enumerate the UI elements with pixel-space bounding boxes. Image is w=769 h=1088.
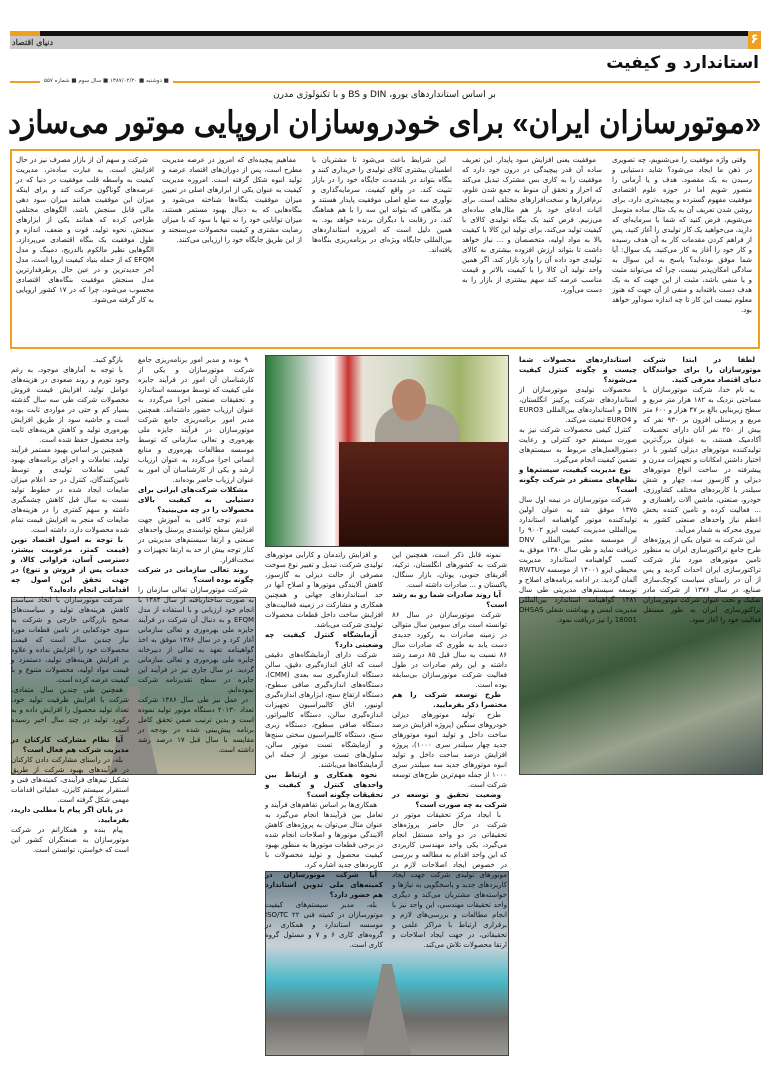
interview-answer: شرکت موتورسازان در سال ۸۶ توانسته است برای سومین سال متوالی در زمینه صادرات به رکورد جدیدی دست یابد به طوری که صادرات سال ۸۶ نسبت به سال قبل ۸۵ درصد رشد داشته و این رقم صادرات در طول فعالیت شرکت موتورسازان بی‌سابقه بوده است. xyxy=(392,611,507,689)
interview-answer: شرکت موتورسازان با اتخاذ سیاست کاهش هزینه‌های تولید و سیاست‌های صحیح بازرگانی خارجی و شرکت به سوی خودکفایی در تامین قطعات مورد نیاز چندین سال است که قیمت محصولات خود را افزایش نداده و علاوه بر افزایش هزینه‌های تولید، دستمزد و قیمت مواد اولیه، محصولات متنوع و با کیفیت عرضه کرده است. xyxy=(11,596,129,684)
interview-answer: عدم توجه کافی به آموزش جهت افزایش سطح توانمندی پرسنل واحدهای صنعتی و ارتقا سیستم‌های مدیریتی در کنار توجه بیش از حد به ارتقا تجهیزات و سخت‌افزار. xyxy=(138,516,254,564)
interview-question: آیا نظام مشارکت کارکنان در مدیریت شرکت هم فعال است؟ xyxy=(11,736,129,754)
podium xyxy=(339,442,508,547)
interview-question: مشکلات شرکت‌های ایرانی برای دستیابی به کیفیت بالای محصولات را در چه می‌بینید؟ xyxy=(138,486,254,514)
article-column xyxy=(11,355,129,854)
interview-answer: محصولات تولیدی موتورسازان از استانداردهای شرکت پرکینز انگلستان، DIN و استانداردهای بین‌المللی EURO3 و EURO4 تبعیت می‌کند. xyxy=(519,386,637,424)
intro-column xyxy=(162,155,302,343)
intro-paragraph: شرکت و سهم آن از بازار مصرف نیز در حال افزایش است. به عبارت ساده‌تر، مدیریت کیفیت به واسطه قلب موفقیت در دنیا که در عرصه‌های گوناگون حرکت کند و برای اینکه میزان این موفقیت همانند میزان سود دهی مالی قابل سنجش باشد، الگوهای مختلفی طراحی کرده که همانند یکی از ابزارهای سنجش، نحوه تولید، قوت و ضعف، اندازه و طول موفقیت یک بنگاه اقتصادی می‌پردازد. الگوهایی نظیر مالکوم بالدریج، دمینگ و مدل EFQM که از جمله بنیاد کیفیت اروپا است، مدل آخر جدیدترین و در عین حال پرطرفدارترین مدل سنجش موفقیت بنگاه‌های اقتصادی محسوب می‌شود، چرا که در ۱۷ کشور اروپایی به کار گرفته می‌شود. xyxy=(16,156,154,304)
interview-question: وضعیت تحقیق و توسعه در شرکت به چه صورت است؟ xyxy=(392,791,507,809)
interview-answer: ۹ بوده و مدیر امور برنامه‌ریزی جامع شرکت موتورسازان و یکی از کارشناسان آن امور در فرآیند جایزه ملی کیفیت که توسط موسسه استاندارد و تحقیقات صنعتی اجرا می‌گردد به عنوان ارزیاب حضور داشته‌اند. همچنین مدیر امور برنامه‌ریزی جامع شرکت موتورسازان در فرآیند جایزه ملی بهره‌وری و تعالی سازمانی که توسط موسسه مطالعات بهره‌وری و منابع انسانی اجرا می‌گردد به عنوان ارزیاب ارشد و یکی از کارشناسان آن امور به عنوان ارزیاب حاضر بوده‌اند. xyxy=(138,356,254,484)
interview-answer: شرکت موتورسازان تعالی سازمان را به صورت ساختاریافته از سال ۱۳۸۴ با انجام خود ارزیابی و با استفاده از مدل EFQM و به دنبال آن شرکت در فرآیند جایزه ملی بهره‌وری و تعالی سازمانی آغاز کرد و در سال ۱۳۸۶ موفق به اخذ گواهینامه تعهد به تعالی از دبیرخانه جایزه ملی بهره‌وری و تعالی سازمانی گردید. در سال جاری نیز در فرآیند این جایزه در سطح تقدیرنامه شرکت نموده‌ایم. xyxy=(138,586,254,694)
article-column xyxy=(138,355,254,754)
interview-answer: طرح تولید موتورهای دیزلی خودروهای سنگین (پروژه افزایش درصد ساخت داخل و تولید انبوه موتورهای جدید چهار سیلندر سری ۱۰۰۰)، پروژه افزایش درصد ساخت داخل و تولید انبوه موتورهای جدید سه سیلندر سری ۱۰۰۰ از جمله مهم‌ترین طرح‌های توسعه شرکت است. xyxy=(392,711,507,789)
article-column xyxy=(138,780,254,1055)
interview-question: روند تعالی سازمانی در شرکت چگونه بوده است؟ xyxy=(138,566,254,584)
page-number: ۶ xyxy=(748,31,761,49)
headline-container xyxy=(8,104,761,144)
interview-answer: همچنین طی چندین سال متمادی، شرکت با افزایش ظرفیت تولید خود، تعداد تولید محصول را افزایش داده و به رکورد تولید در چند سال اخیر رسیده است. xyxy=(11,686,129,734)
interview-question: نحوه همکاری و ارتباط بین واحدهای کنترل و کیفیت و تحقیقات چگونه است؟ xyxy=(265,771,383,799)
interview-question: طرح توسعه شرکت را هم مختصرا ذکر بفرمایید. xyxy=(392,691,507,709)
speaker-photo xyxy=(265,355,509,547)
interview-answer: بله، مدیر سیستم‌های کیفیت موتورسازان در کمیته فنی ۲۲ ISO/TC موسسه استاندارد و همکاری در گروه‌های کاری ۶ و ۷ و مسئول گروه کاری است. xyxy=(265,901,383,949)
intro-paragraph: موفقیت یعنی افزایش سود پایدار. این تعریف ساده آن قدر پیچیدگی در درون خود دارد که موفقیت را به کاری بس مشترک تبدیل می‌کند که احراز و تحقق آن منوط به جمع شدن علوم، نرم‌افزارها و سخت‌افزارهای مختلف است. برای اثبات ادعای خود باز هم مثال‌های ساده‌ای می‌زنیم. فرض کنید یک بنگاه تولیدی کالای با کیفیت تولید می‌کند، برای تولید این کالا با کیفیت بالا به مواد اولیه، متخصصان و ... نیاز خواهد داشت تا بتواند ارزش افزوده بیشتری به کالای تولیدی خود داده آن را وارد بازار کند. اگر همین واحد تولید آن کالا را با کیفیت بالاتر و قیمت مناسب عرضه کند سهم بیشتری از بازار را به دست می‌آورد. xyxy=(462,156,602,294)
interview-answer: در عمل نیز طی سال ۱۳۸۶ شرکت تعداد ۲۰۱۳۰ دستگاه موتور تولید نموده است و بدین ترتیب ضمن تحقق کامل برنامه پیش‌بینی شده در بودجه در مقایسه با سال قبل ۱۷ درصد رشد داشته است. xyxy=(138,696,254,754)
interview-answer: به نام خدا، شرکت موتورسازان با مساحتی نزدیک به ۱۸۲ هزار متر مربع و سطح زیربنایی بالغ بر ۴۷ هزار و ۶۰۰ متر مربع و پرسنلی افزون بر ۹۳۰ نفر که بیش از ۲۵۰ نفر آنان دارای تحصیلات آکادمیک هستند، به عنوان بزرگ‌ترین تولیدکننده موتورهای دیزلی کشور با در اختیار داشتن امکانات و تجهیزات مدرن و پیشرفته در ساخت انواع موتورهای دیزلی و گازسوز سه، چهار و شش سیلندر با کاربردهای مختلف کشاورزی، خودرو، صنعتی، ماشین آلات راهسازی و ... فعالیت کرده و تامین کننده بخش اعظم نیاز واحدهای صنعتی کشور به نیروی محرکه به شمار می‌آید. xyxy=(643,386,762,534)
interview-answer: پیام بنده و همکارانم در شرکت موتورسازان به صنعتگران کشور این است که خواستن، توانستن است. xyxy=(11,826,129,854)
interview-question: با توجه به اصول اقتصاد نوین (قیمت کمتر، مرغوبیت بیشتر، دسترسی آسان، فراوانی کالا، و خدمات پس از فروش و تنوع) در جهت تحقق این اصول چه اقداماتی انجام داده‌اید؟ xyxy=(11,536,129,594)
interview-answer: این شرکت به عنوان یکی از پروژه‌های طرح جامع تراکتورسازی ایران به منظور تامین موتورهای مورد نیاز شرکت تراکتورسازی ایران احداث گردید و پس از آن در راستای سیاست کوچک‌سازی صنایع، در سال ۱۳۷۶ از شرکت مادر تفکیک و تحت عنوان شرکت موتورسازان تراکتورسازی ایران به طور مستقل فعالیت خود را آغاز نمود. xyxy=(643,536,761,624)
intro-column xyxy=(312,155,452,343)
article-column xyxy=(519,780,637,1055)
interview-question: استانداردهای محصولات شما چیست و چگونه کنترل کیفیت می‌شوند؟ xyxy=(519,356,637,384)
interview-answer: با ایجاد مرکز تحقیقات موتور در شرکت در حال حاضر پروژه‌های تحقیقاتی در دو واحد مستقل انجام می‌گیرد، یکی واحد مهندسی کاربردی که این واحد اقدام به مطالعه و بررسی در خصوص ایجاد اصلاحات لازم در موتورهای تولیدی شرکت جهت ایجاد کاربردهای جدید و پاسخگویی به نیازها و خواسته‌های مشتریان می‌کند و دیگری واحد تحقیقات مهندسی، این واحد نیز با انجام مطالعات و بررسی‌های لازم و برقراری ارتباط با مراکز علمی و تحقیقاتی، در جهت ایجاد اصلاحات و ارتقا محصولات تلاش می‌کند. xyxy=(392,811,507,949)
interview-answer: کنترل کیفی محصولات شرکت نیز به صورت سیستم خود کنترلی و رعایت دستورالعمل‌های مربوط به سیستم‌های تضمین کیفیت انجام می‌گیرد. xyxy=(519,426,637,464)
factory-aisle xyxy=(363,964,411,1056)
intro-paragraph: این شرایط باعث می‌شود تا مشتریان با اطمینان بیشتری کالای تولیدی را خریداری کنند و بنگاه بتواند در بلندمدت جایگاه خود را در بازار تثبیت کند. در واقع کیفیت، سرمایه‌گذاری و نوآوری سه ضلع اصلی موفقیت پایدار هستند و هر بنگاهی که بتواند این سه را با هم هماهنگ کند، در رقابت با دیگران برنده خواهد بود. به همین دلیل است که امروزه استانداردهای بین‌المللی جایگاه ویژه‌ای در برنامه‌ریزی بنگاه‌ها یافته‌اند. xyxy=(312,156,452,254)
intro-paragraph: وقتی واژه موفقیت را می‌شنویم، چه تصویری در ذهن ما ایجاد می‌شود؟ شاید دستیابی و رسیدن به یک مقصود، هدف و یا آرمانی را متصور شویم اما در حوزه علوم اقتصادی موفقیت مفهوم گسترده و پیچیده‌تری دارد، برای روشن شدن تعریف آن به یک مثال ساده متوسل می‌شویم، فرض کنید که شما با سرمایه‌ای که دارید، می‌خواهید یک کار تولیدی را آغاز کنید، پس از فراهم کردن مقدمات کار به آن هدف رسیده و کار خود را آغاز به کار می‌کنید. یک سوال: آیا شما موفق بوده‌اید؟ پاسخ به این سوال به سادگی امکان‌پذیر نیست، چرا که می‌تواند مثبت و یا منفی باشد، مثبت از این جهت که به یک هدف دست یافته‌اید و منفی از آن جهت که هنوز معلوم نیست این کار تا چه اندازه سودآور خواهد بود. xyxy=(612,156,752,314)
header-band xyxy=(10,36,750,49)
interview-answer: شرکت دارای آزمایشگاه‌های دقیقی است که اتاق اندازه‌گیری دقیق، سالن دستگاه اندازه‌گیری سه بعدی (CMM)، دستگاه‌های اندازه‌گیری صافی سطوح، دستگاه ارتفاع سنج، ابزارهای اندازه‌گیری اونیور، اتاق کالیبراسیون تجهیزات اندازه‌گیری سالن، دستگاه کالیبراتور، دستگاه صافی سطوح، دستگاه زبری سنج، دستگاه کالیبراسیون سختی سنج‌ها و آزمایشگاه تست موتور سالن، سلول‌های تست موتور از جمله این آزمایشگاه‌ها می‌باشند. xyxy=(265,651,383,769)
article-column xyxy=(392,550,507,949)
interview-answer: با توجه به آمارهای موجود، به رغم وجود تورم و روند صعودی در هزینه‌های عوامل تولید، افزایش قیمت فروش محصولات شرکت طی سه سال گذشته بسیار کم و حتی در مواردی ثابت بوده است و حاشیه سود از طریق افزایش بهره‌وری تولید و کاهش هزینه‌های ثابت واحد محصول حفظ شده است. xyxy=(11,366,129,444)
speaker-head xyxy=(392,379,426,421)
interview-question: نوع مدیریت کیفیت، سیستم‌ها و نظام‌های مستقر در شرکت چگونه است؟ xyxy=(519,466,637,494)
interview-answer: و افزایش راندمان و کارایی موتورهای تولیدی شرکت، تبدیل و تغییر نوع سوخت مصرفی از حالت دیزلی به گازسوز، کاهش آلایندگی موتورها و اصلاح آنها در حد استانداردهای جهانی و همچنین همکاری و مشارکت در زمینه فعالیت‌های افزایش ساخت داخل قطعات محصولات تولیدی شرکت می‌باشد. xyxy=(265,551,383,629)
interview-answer: شرکت موتورسازان در نیمه اول سال ۱۳۷۵ موفق شد به عنوان اولین تولیدکننده موتور گواهینامه استاندارد بین‌المللی مدیریت کیفیت ایزو ۹۰۰۲ را از موسسه معتبر بین‌المللی DNV دریافت نماید و طی سال ۱۳۸۰ موفق به کسب گواهینامه استاندارد مدیریت محیطی ایزو ۱۴۰۰۱ از موسسه RWTUV آلمان گردید. در ادامه برنامه‌های اصلاح و توسعه سیستم‌های مدیریتی طی سال ۱۳۸۱ گواهینامه استاندارد بین‌المللی مدیریت ایمنی و بهداشت شغلی OHSAS 18001 را نیز دریافت نمود. xyxy=(519,496,638,624)
article-headline: «موتورسازان ایران» برای خودروسازان اروپایی موتور می‌سازد xyxy=(7,105,762,140)
newspaper-logo: دنیای اقتصاد xyxy=(12,37,54,47)
interview-answer: همکاری‌ها بر اساس تفاهم‌های فرآیند و تعامل بین فرآیندها انجام می‌گیرد به عنوان مثال می‌توان به پروژه‌های کاهش آلایندگی موتورها و اصلاحات انجام شده در برخی قطعات موتورها به منظور بهبود کیفیت محصول و تولید محصولات با کاربردهای جدید اشاره کرد. xyxy=(265,801,383,869)
article-column xyxy=(265,550,383,949)
interview-question: آزمایشگاه کنترل کیفیت چه وضعیتی دارد؟ xyxy=(265,631,383,649)
interview-answer: بله، در راستای مشارکت دادن کارکنان در فرآیندهای بهبود شرکت از طریق تشکیل تیم‌های فرآیندی، کمیته‌های فنی و استقرار سیستم کایزن، عملیاتی اقدامات مهمی شکل گرفته است. xyxy=(11,756,129,804)
article-column xyxy=(519,355,638,624)
interview-question: لطفا در ابتدا شرکت موتورسازان را برای خوانندگان دنیای اقتصاد معرفی کنید. xyxy=(643,356,761,384)
intro-column xyxy=(16,155,154,343)
interview-answer: بازگو کنید. xyxy=(92,356,123,364)
interview-question: در پایان اگر پیام یا مطلبی دارید، بفرمایید. xyxy=(11,806,129,824)
dateline: ■ دوشنبه ■ ۱۳۸۷/۰۲/۲۰ ■ سال سوم ■ شماره ۵۵۷ xyxy=(40,77,173,85)
interview-question: آیا شرکت موتورسازان در کمیته‌های ملی تدوین استاندارد هم حضور دارد؟ xyxy=(265,871,383,899)
article-subtitle: بر اساس استانداردهای یورو، DIN و BS و با تکنولوژی مدرن xyxy=(273,90,496,100)
section-title: استاندارد و کیفیت xyxy=(606,53,759,73)
intro-paragraph: مفاهیم پیچیده‌ای که امروز در عرصه مدیریت مطرح است، پس از دوران‌های اقتصاد عرضه و تولید انبوه شکل گرفته است. امروزه مدیریت کیفیت به عنوان یکی از ابزارهای اصلی در تعیین میزان موفقیت بنگاه‌ها شناخته می‌شود و بنگاه‌هایی که به دنبال بهبود مستمر هستند، میزان توانایی خود را نه تنها با سود که با میزان رضایت مشتری و کیفیت محصولات می‌سنجند و از این طریق جایگاه خود را ارزیابی می‌کنند. xyxy=(162,156,302,244)
intro-column xyxy=(462,155,602,343)
interview-question: آیا روند صادرات شما رو به رشد است؟ xyxy=(392,591,507,609)
article-column xyxy=(643,780,761,1055)
intro-column xyxy=(612,155,752,343)
interview-answer: همچنین بر اساس بهبود مستمر فرآیند تولید، تعاملات و اجرای برنامه‌های بهبود کیفی تعاملات تولیدی و توسط تامین‌کنندگان، کنترل در حد اعلام میزان ضایعات ایجاد شده در خطوط تولید نسبت به سال قبل کاهش چشمگیری داشته و سهم کمتری را در هزینه‌های ضایعات که منجر به افزایش قیمت تمام شده محصولات دارد، داشته است. xyxy=(11,446,129,534)
header-accent xyxy=(10,31,40,36)
article-column xyxy=(11,780,129,1055)
interview-answer: نمونه قابل ذکر است، همچنین این شرکت به کشورهای انگلستان، ترکیه، آفریقای جنوبی، یونان، بازار سنگال، پاکستان و ... صادرات داشته است. xyxy=(392,551,507,589)
article-column xyxy=(643,355,762,624)
